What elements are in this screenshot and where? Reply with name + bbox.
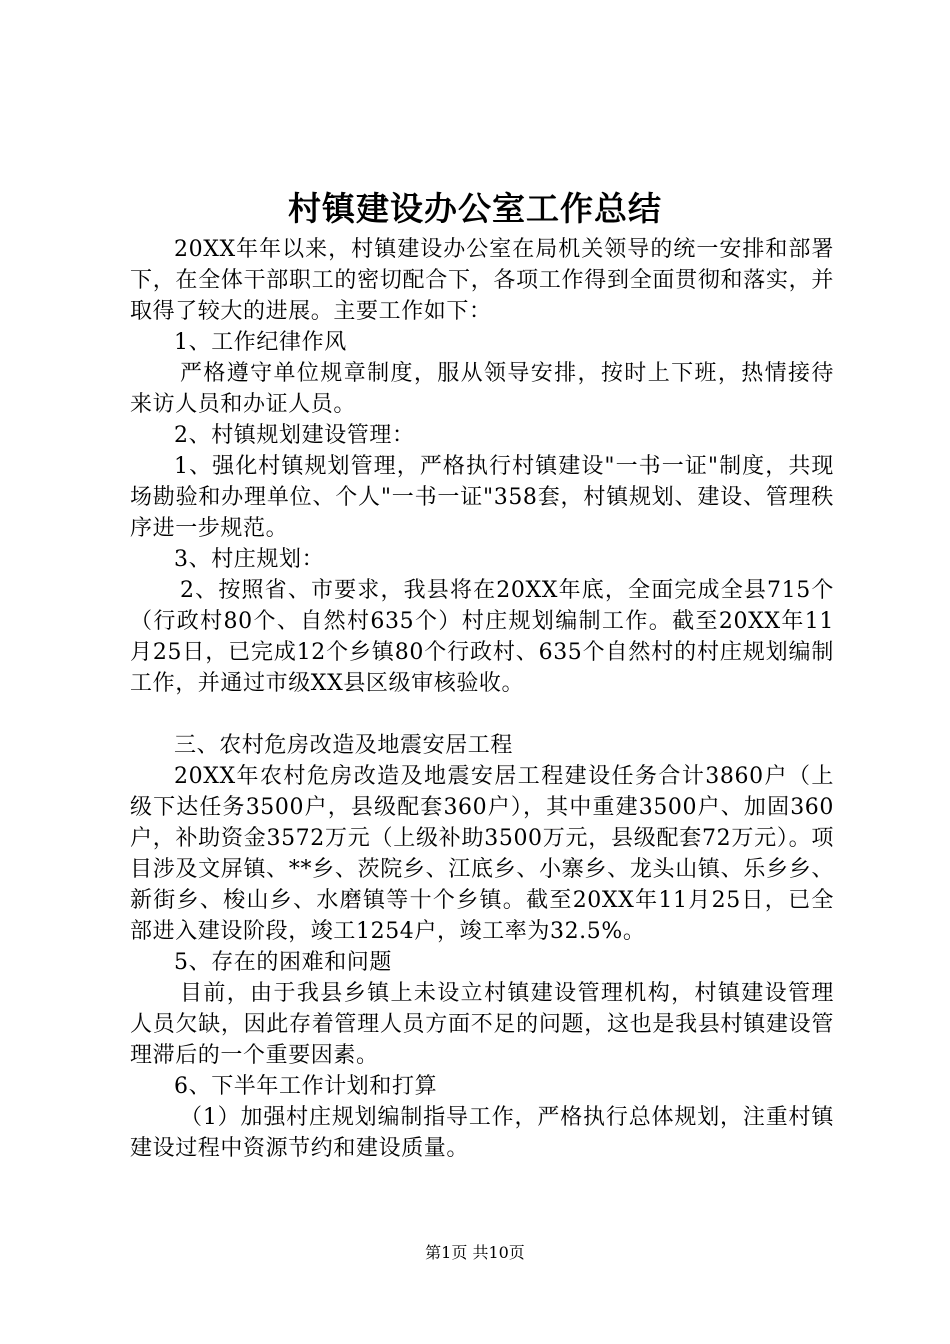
paragraph-intro: 20XX年年以来，村镇建设办公室在局机关领导的统一安排和部署下，在全体干部职工的密切配合下，各项工作得到全面贯彻和落实，并取得了较大的进展。主要工作如下： bbox=[130, 237, 834, 324]
section-heading-village-planning: 3、村庄规划： bbox=[174, 547, 325, 572]
paragraph-village-planning: 2、按照省、市要求，我县将在20XX年底，全面完成全县715个（行政村80个、自然村635个）村庄规划编制工作。截至20XX年11月25日，已完成12个乡镇80个行政村、635个自然村的村庄规划编制工作，并通过市级XX县区级审核验收。 bbox=[130, 578, 834, 696]
paragraph-housing-renovation: 20XX年农村危房改造及地震安居工程建设任务合计3860户（上级下达任务3500户，县级配套360户），其中重建3500户、加固360户，补助资金3572万元（上级补助3500万元，县级配套72万元）。项目涉及文屏镇、**乡、茨院乡、江底乡、小寨乡、龙头山镇、乐乡乡、新街乡、梭山乡、水磨镇等十个乡镇。截至20XX年11月25日，已全部进入建设阶段，竣工1254户，竣工率为32.5%。 bbox=[130, 764, 834, 944]
section-heading-work-plan: 6、下半年工作计划和打算 bbox=[174, 1074, 438, 1099]
document-body bbox=[130, 234, 834, 1164]
paragraph-discipline: 严格遵守单位规章制度，服从领导安排，按时上下班，热情接待来访人员和办证人员。 bbox=[130, 361, 834, 417]
document-title: 村镇建设办公室工作总结 bbox=[288, 189, 662, 228]
paragraph-planning-management: 1、强化村镇规划管理，严格执行村镇建设"一书一证"制度，共现场勘验和办理单位、个人"一书一证"358套，村镇规划、建设、管理秩序进一步规范。 bbox=[130, 454, 834, 541]
section-heading-difficulties: 5、存在的困难和问题 bbox=[174, 950, 392, 975]
paragraph-work-plan: （1）加强村庄规划编制指导工作，严格执行总体规划，注重村镇建设过程中资源节约和建设质量。 bbox=[130, 1105, 834, 1161]
section-heading-planning-management: 2、村镇规划建设管理： bbox=[174, 423, 415, 448]
blank-line bbox=[130, 699, 834, 730]
paragraph-difficulties: 目前，由于我县乡镇上未设立村镇建设管理机构，村镇建设管理人员欠缺，因此存着管理人员方面不足的问题，这也是我县村镇建设管理滞后的一个重要因素。 bbox=[130, 981, 834, 1068]
section-heading-discipline: 1、工作纪律作风 bbox=[174, 330, 347, 355]
page-footer: 第1页 共10页 bbox=[425, 1243, 525, 1262]
section-heading-housing-renovation: 三、农村危房改造及地震安居工程 bbox=[174, 733, 514, 758]
